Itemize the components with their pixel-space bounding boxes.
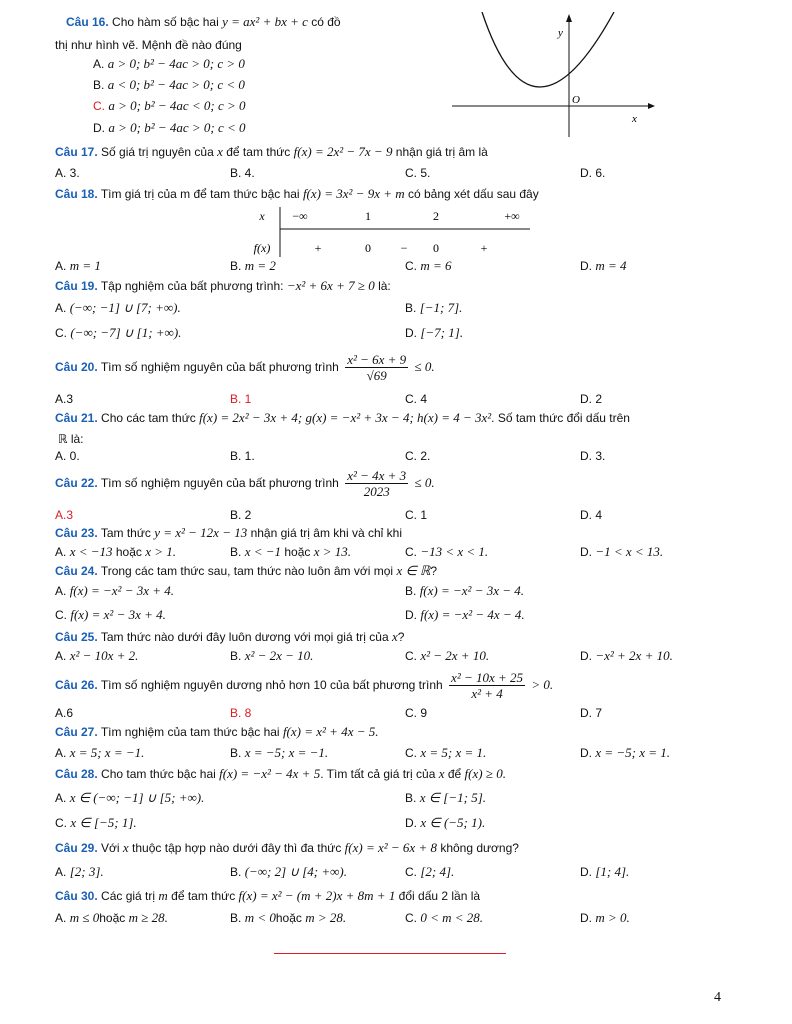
table-root-1: 1 [365, 209, 371, 223]
q27-option-d[interactable]: D. x = −5; x = 1. [580, 745, 671, 760]
table-fx-header: f(x) [253, 241, 271, 255]
q30-option-d[interactable]: D. m > 0. [580, 910, 630, 925]
q27-option-b[interactable]: B. x = −5; x = −1. [230, 745, 329, 760]
q20-stem: Câu 20. Tìm số nghiệm nguyên của bất phương trình $\frac{\text{x² − 6x + 9}}{√69}$ ≤ 0. [55, 352, 435, 384]
q19-option-a[interactable]: A. (−∞; −1] ∪ [7; +∞). [55, 300, 181, 315]
q24-option-c[interactable]: C. f(x) = x² − 3x + 4. [55, 607, 166, 622]
table-pos-inf: +∞ [504, 209, 520, 223]
q16-label: Câu 16. [66, 15, 109, 29]
x-axis-arrow [648, 103, 655, 109]
q21-option-c[interactable]: C. 2. [405, 449, 431, 463]
q22-stem: Câu 22. Tìm số nghiệm nguyên của bất phương trình $\frac{\text{x² − 4x + 3}}{2023}$ ≤ 0. [55, 468, 435, 500]
table-neg-inf: −∞ [292, 209, 308, 223]
q25-stem: Câu 25. Tam thức nào dưới đây luôn dương với mọi giá trị của x? [55, 629, 405, 644]
q29-option-b[interactable]: B. (−∞; 2] ∪ [4; +∞). [230, 864, 347, 879]
q20-option-b[interactable]: B. 1 [230, 392, 252, 406]
q26-option-a[interactable]: A.6 [55, 706, 74, 720]
q18-sign-table [246, 205, 536, 259]
q16-parabola-graph [452, 12, 662, 140]
q22-option-a[interactable]: A.3 [55, 508, 74, 522]
q22-fraction: $\frac{\text{x² − 4x + 3}}{2023}$ [347, 468, 407, 500]
q18-option-a[interactable]: A. m = 1 [55, 258, 101, 273]
q24-option-a[interactable]: A. f(x) = −x² − 3x + 4. [55, 583, 175, 598]
q19-option-c[interactable]: C. (−∞; −7] ∪ [1; +∞). [55, 325, 182, 340]
q20-fraction: $\frac{\text{x² − 6x + 9}}{√69}$ [347, 352, 407, 384]
q21-option-a[interactable]: A. 0. [55, 449, 80, 463]
table-x-header: x [259, 209, 265, 223]
q21-option-d[interactable]: D. 3. [580, 449, 606, 463]
q29-option-c[interactable]: C. [2; 4]. [405, 864, 455, 879]
q16-stem: Câu 16. Cho hàm số bậc hai y = ax² + bx + c có đồ [66, 14, 341, 29]
q26-fraction: $\frac{\text{x² − 10x + 25}}{\text{x² + 4}}$ [451, 670, 524, 702]
q22-option-b[interactable]: B. 2 [230, 508, 252, 522]
q16-option-c[interactable]: C. a > 0; b² − 4ac < 0; c > 0 [93, 98, 246, 113]
table-sign-1: + [314, 241, 322, 255]
q28-option-b[interactable]: B. x ∈ [−1; 5]. [405, 790, 487, 805]
q29-option-a[interactable]: A. [2; 3]. [55, 864, 104, 879]
q29-option-d[interactable]: D. [1; 4]. [580, 864, 630, 879]
q28-option-d[interactable]: D. x ∈ (−5; 1). [405, 815, 486, 830]
x-axis-label: x [632, 113, 637, 125]
q19-option-d[interactable]: D. [−7; 1]. [405, 325, 464, 340]
q22-option-c[interactable]: C. 1 [405, 508, 428, 522]
q26-stem: Câu 26. Tìm số nghiệm nguyên dương nhỏ hơn 10 của bất phương trình $\frac{\text{x² − 10x + 25}}{\text{x² + 4}}$ > 0. [55, 670, 554, 702]
q18-stem: Câu 18. Tìm giá trị của m để tam thức bậc hai f(x) = 3x² − 9x + m có bảng xét dấu sau đây [55, 186, 539, 201]
q20-option-d[interactable]: D. 2 [580, 392, 603, 406]
q30-option-b[interactable]: B. m < 0hoặc m > 28. [230, 910, 347, 925]
page-number: 4 [714, 990, 721, 1005]
q23-stem: Câu 23. Tam thức y = x² − 12x − 13 nhận giá trị âm khi và chỉ khi [55, 525, 402, 540]
q27-option-a[interactable]: A. x = 5; x = −1. [55, 745, 145, 760]
q25-option-d[interactable]: D. −x² + 2x + 10. [580, 648, 673, 663]
q17-option-d[interactable]: D. 6. [580, 166, 606, 180]
table-root-2: 2 [433, 209, 439, 223]
q18-option-c[interactable]: C. m = 6 [405, 258, 452, 273]
q28-option-a[interactable]: A. x ∈ (−∞; −1] ∪ [5; +∞). [55, 790, 205, 805]
q27-stem: Câu 27. Tìm nghiệm của tam thức bậc hai f(x) = x² + 4x − 5. [55, 724, 379, 739]
q17-stem: Câu 17. Số giá trị nguyên của x để tam thức f(x) = 2x² − 7x − 9 nhận giá trị âm là [55, 144, 488, 159]
q16-option-d[interactable]: D. a > 0; b² − 4ac > 0; c < 0 [93, 120, 246, 135]
q21-stem-cont: ℝ là: [58, 432, 84, 446]
q24-stem: Câu 24. Trong các tam thức sau, tam thức nào luôn âm với mọi x ∈ ℝ? [55, 563, 438, 578]
q30-option-c[interactable]: C. 0 < m < 28. [405, 910, 484, 925]
q17-option-a[interactable]: A. 3. [55, 166, 80, 180]
q26-option-c[interactable]: C. 9 [405, 706, 428, 720]
q24-option-d[interactable]: D. f(x) = −x² − 4x − 4. [405, 607, 525, 622]
q19-option-b[interactable]: B. [−1; 7]. [405, 300, 463, 315]
q30-option-a[interactable]: A. m ≤ 0hoặc m ≥ 28. [55, 910, 168, 925]
q26-option-d[interactable]: D. 7 [580, 706, 603, 720]
q24-option-b[interactable]: B. f(x) = −x² − 3x − 4. [405, 583, 525, 598]
q30-stem: Câu 30. Các giá trị m để tam thức f(x) = x² − (m + 2)x + 8m + 1 đổi dấu 2 lần là [55, 888, 481, 903]
q17-option-c[interactable]: C. 5. [405, 166, 431, 180]
y-axis-arrow [566, 14, 572, 22]
q22-option-d[interactable]: D. 4 [580, 508, 603, 522]
q23-option-b[interactable]: B. x < −1 hoặc x > 13. [230, 544, 352, 559]
table-zero-2: 0 [433, 241, 439, 255]
q21-stem: Câu 21. Cho các tam thức f(x) = 2x² − 3x + 4; g(x) = −x² + 3x − 4; h(x) = 4 − 3x². Số tam thức đổi dấu trên [55, 410, 630, 425]
table-zero-1: 0 [365, 241, 371, 255]
q25-option-a[interactable]: A. x² − 10x + 2. [55, 648, 139, 663]
q29-stem: Câu 29. Với x thuộc tập hợp nào dưới đây thì đa thức f(x) = x² − 6x + 8 không dương? [55, 840, 519, 855]
q20-option-a[interactable]: A.3 [55, 392, 74, 406]
q20-option-c[interactable]: C. 4 [405, 392, 428, 406]
end-divider [274, 953, 506, 954]
q21-option-b[interactable]: B. 1. [230, 449, 255, 463]
parabola-curve [482, 12, 614, 87]
q16-option-b[interactable]: B. a < 0; b² − 4ac > 0; c < 0 [93, 77, 245, 92]
q18-option-d[interactable]: D. m = 4 [580, 258, 627, 273]
q16-option-a[interactable]: A. a > 0; b² − 4ac > 0; c > 0 [93, 56, 245, 71]
q27-option-c[interactable]: C. x = 5; x = 1. [405, 745, 487, 760]
q19-stem: Câu 19. Tập nghiệm của bất phương trình: −x² + 6x + 7 ≥ 0 là: [55, 278, 391, 293]
q28-stem: Câu 28. Cho tam thức bậc hai f(x) = −x² − 4x + 5. Tìm tất cả giá trị của x để f(x) ≥ 0. [55, 766, 506, 781]
q23-option-d[interactable]: D. −1 < x < 13. [580, 544, 664, 559]
q18-option-b[interactable]: B. m = 2 [230, 258, 276, 273]
q25-option-c[interactable]: C. x² − 2x + 10. [405, 648, 490, 663]
q23-option-c[interactable]: C. −13 < x < 1. [405, 544, 489, 559]
q25-option-b[interactable]: B. x² − 2x − 10. [230, 648, 314, 663]
origin-label: O [572, 94, 580, 106]
q26-option-b[interactable]: B. 8 [230, 706, 252, 720]
q16-stem-cont: thị như hình vẽ. Mệnh đề nào đúng [55, 38, 242, 52]
table-sign-2: − [400, 241, 408, 255]
q17-option-b[interactable]: B. 4. [230, 166, 255, 180]
y-axis-label: y [558, 27, 563, 39]
table-sign-3: + [480, 241, 488, 255]
q28-option-c[interactable]: C. x ∈ [−5; 1]. [55, 815, 137, 830]
q23-option-a[interactable]: A. x < −13 hoặc x > 1. [55, 544, 177, 559]
